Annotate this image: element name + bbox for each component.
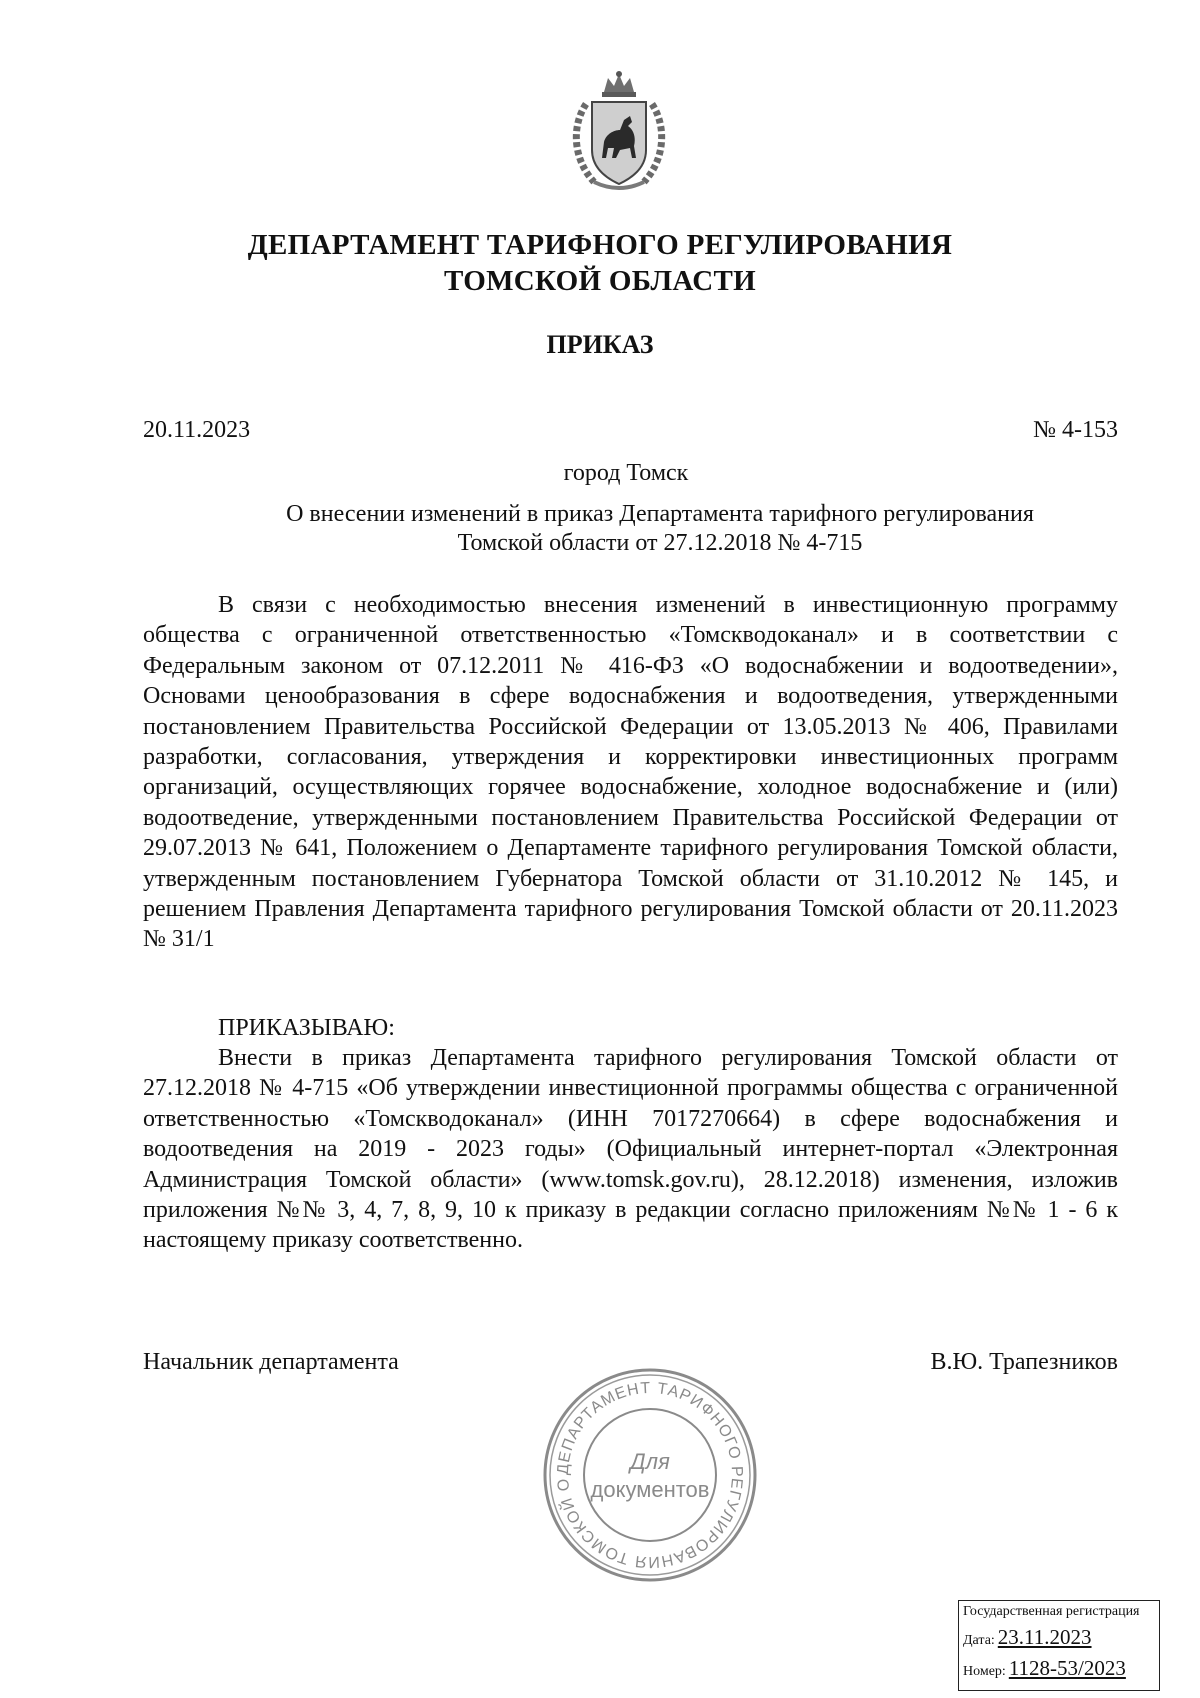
order-paragraph: Внести в приказ Департамента тарифного регулирования Томской области от 27.12.2018 № 4-715 «Об утверждении инвестиционной программы общества с ограниченной ответственностью «Томскводоканал» (ИНН 7017270664) в сфере водоснабжения и водоотведения на 2019 - 2023 годы» (Официальный интернет-портал «Электронная Администрация Томской области» (www.tomsk.gov.ru), 28.12.2018) изменения, изложив приложения №№ 3, 4, 7, 8, 9, 10 к приказу в редакции согласно приложениям №№ 1 - 6 к настоящему приказу соответственно. — [143, 1045, 1118, 1254]
registration-date-label: Дата: — [963, 1633, 995, 1648]
registration-date-row — [963, 1626, 1092, 1652]
order-word: ПРИКАЗЫВАЮ: — [218, 1015, 395, 1041]
organization-title — [0, 227, 1200, 299]
organization-title-line2: ТОМСКОЙ ОБЛАСТИ — [444, 265, 756, 297]
registration-number-row — [963, 1657, 1126, 1683]
registration-date-value: 23.11.2023 — [997, 1625, 1092, 1649]
state-registration-box — [958, 1600, 1160, 1691]
svg-text:Для: Для — [630, 1449, 670, 1474]
document-subject-line1: О внесении изменений в приказ Департамента тарифного регулирования — [286, 501, 1034, 527]
document-date: 20.11.2023 — [143, 417, 251, 443]
signer-position: Начальник департамента — [143, 1349, 399, 1375]
document-type: ПРИКАЗ — [546, 330, 654, 359]
document-subject — [200, 500, 1120, 558]
registration-title: Государственная регистрация — [963, 1604, 1140, 1619]
document-number: № 4-153 — [1033, 417, 1118, 443]
registration-number-label: Номер: — [963, 1664, 1006, 1679]
official-seal-stamp — [540, 1365, 760, 1585]
preamble-paragraph: В связи с необходимостью внесения изменений в инвестиционную программу общества с ограниченной ответственностью «Томскводоканал» и в соответствии с Федеральным законом от 07.12.2011 № 416-ФЗ «О водоснабжении и водоотведении», Основами ценообразования в сфере водоснабжения и водоотведения, утвержденными постановлением Правительства Российской Федерации от 13.05.2013 № 406, Правилами разработки, согласования, утверждения и корректировки инвестиционных программ организаций, осуществляющих горячее водоснабжение, холодное водоснабжение и (или) водоотведение, утвержденными постановлением Правительства Российской Федерации от 29.07.2013 № 641, Положением о Департаменте тарифного регулирования Томской области, утвержденным постановлением Губернатора Томской области от 31.10.2012 № 145, и решением Правления Департамента тарифного регулирования Томской области от 20.11.2023 № 31/1 — [143, 592, 1118, 953]
document-place: город Томск — [563, 460, 689, 486]
signer-name: В.Ю. Трапезников — [930, 1349, 1118, 1375]
svg-text:ДЕПАРТАМЕНТ ТАРИФНОГО РЕГУЛИРО: ДЕПАРТАМЕНТ ТАРИФНОГО РЕГУЛИРОВАНИЯ ТОМСКОЙ О — [554, 1379, 746, 1571]
organization-title-line1: ДЕПАРТАМЕНТ ТАРИФНОГО РЕГУЛИРОВАНИЯ — [247, 229, 953, 261]
coat-of-arms-icon — [564, 70, 674, 195]
document-subject-line2: Томской области от 27.12.2018 № 4-715 — [457, 530, 863, 556]
registration-number-value: 1128-53/2023 — [1008, 1656, 1126, 1680]
svg-text:документов: документов — [590, 1477, 710, 1502]
